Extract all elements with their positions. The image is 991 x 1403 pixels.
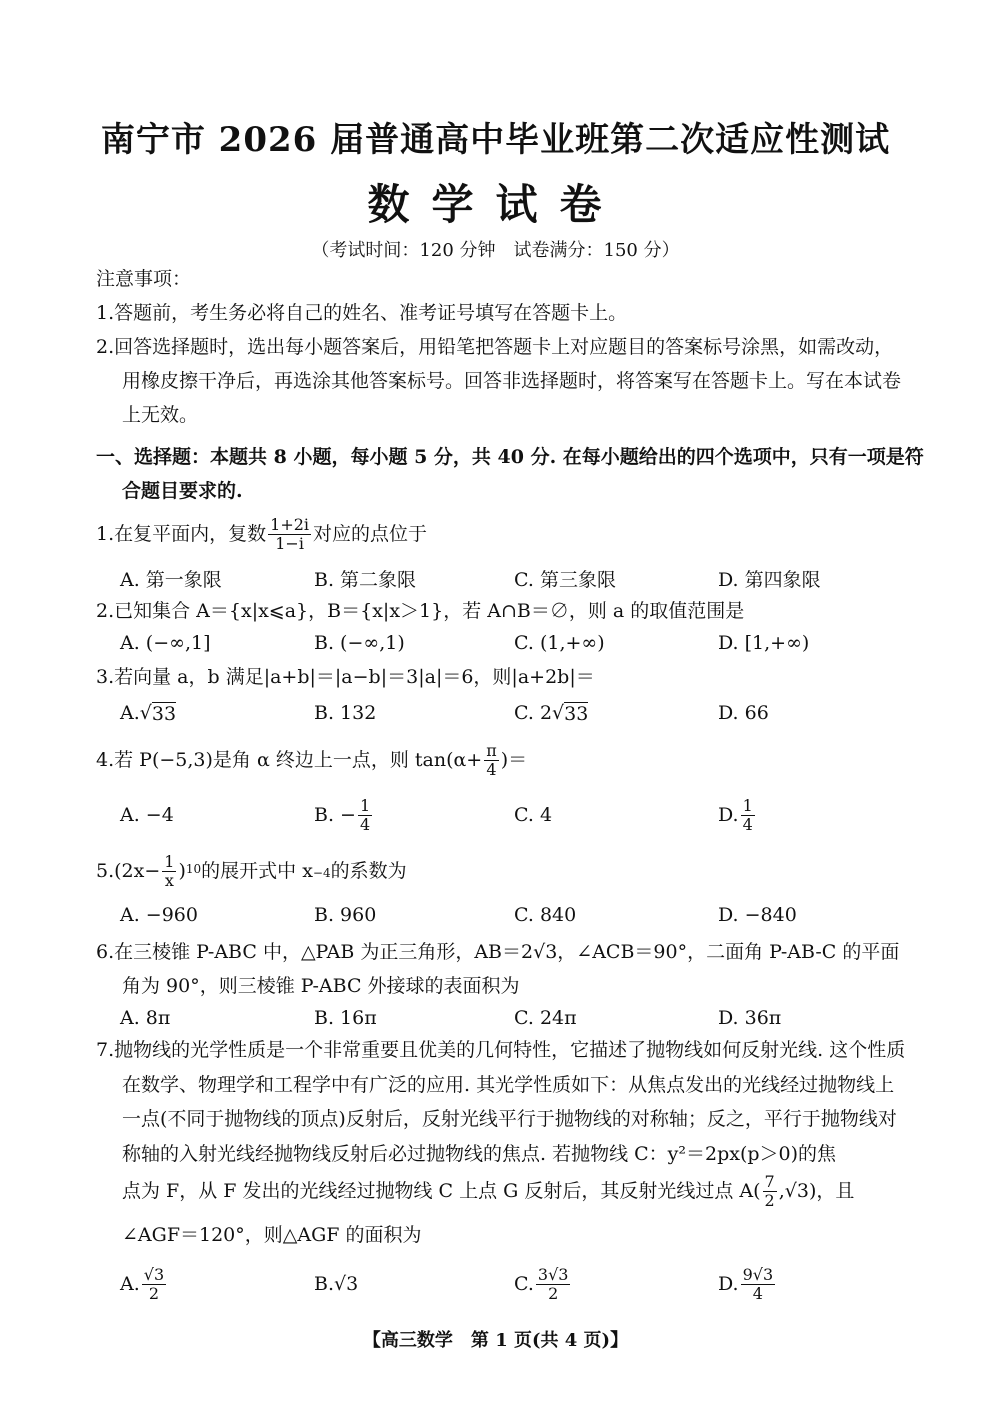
- q3-c-label: C. 2: [514, 702, 553, 724]
- q6-option-b[interactable]: B. 16π: [314, 1007, 377, 1029]
- q5-frac-den: x: [164, 870, 174, 890]
- question-3: [96, 660, 908, 694]
- q5-option-a[interactable]: A. −960: [120, 904, 198, 926]
- q5-exponent: 10: [185, 862, 202, 876]
- q4-b-den: 4: [359, 814, 371, 834]
- q4-b-label: B. −: [314, 804, 356, 826]
- q7-d-label: D.: [718, 1273, 739, 1295]
- question-1: [96, 512, 908, 556]
- q7-a-fraction: [142, 1266, 166, 1303]
- q3-c-radicand: 33: [564, 702, 589, 725]
- q7-c-num: 3√3: [537, 1264, 569, 1284]
- q7-option-b[interactable]: B.√3: [314, 1273, 359, 1295]
- q1-fraction: [268, 516, 311, 553]
- q4-d-num: 1: [742, 795, 753, 815]
- q7-line-5: [96, 1168, 908, 1214]
- q7-stem-2-pre: 点为 F，从 F 发出的光线经过抛物线 C 上点 G 反射后，其反射光线过点 A(: [122, 1180, 761, 1202]
- q5-stem-post: ): [178, 860, 186, 882]
- section-title: 一、选择题：本题共 8 小题，每小题 5 分，共 40 分. 在每小题给出的四个选项中，只有一项是符合题目要求的.: [96, 446, 924, 502]
- q3-option-a[interactable]: A. √ 33: [120, 702, 177, 725]
- question-6: [96, 935, 908, 1003]
- q2-options: [120, 626, 900, 660]
- notes: [96, 262, 908, 432]
- q3-options: [120, 696, 900, 730]
- q4-stem-pre: 4.若 P(−5,3)是角 α 终边上一点，则 tan(α+: [96, 749, 483, 771]
- question-5: [96, 848, 908, 894]
- notes-title: 注意事项：: [96, 268, 192, 290]
- q4-b-num: 1: [359, 795, 371, 815]
- note-item-1: 1.答题前，考生务必将自己的姓名、准考证号填写在答题卡上。: [96, 302, 628, 324]
- subject-title: 数学试卷: [367, 180, 624, 229]
- q6-option-c[interactable]: C. 24π: [514, 1007, 577, 1029]
- q7-a-label: A.: [120, 1273, 140, 1295]
- q2-option-d[interactable]: D. [1,+∞): [718, 632, 810, 654]
- q4-d-den: 4: [742, 814, 753, 834]
- q7-a-den: 2: [148, 1283, 160, 1303]
- q3-a-radicand: 33: [151, 702, 177, 725]
- q2-option-b[interactable]: B. (−∞,1): [314, 632, 405, 654]
- q1-options: [120, 561, 900, 595]
- q4-option-d[interactable]: [718, 792, 757, 838]
- q5-stem-end: 的系数为: [330, 860, 407, 882]
- page-footer: 【高三数学 第 1 页(共 4 页)】: [362, 1330, 629, 1351]
- q7-d-fraction: [741, 1266, 776, 1303]
- q4-frac-den: 4: [486, 759, 497, 779]
- q5-option-c[interactable]: C. 840: [514, 904, 577, 926]
- q2-option-a[interactable]: A. (−∞,1]: [120, 632, 211, 654]
- q1-option-d[interactable]: D. 第四象限: [718, 568, 821, 591]
- q7-option-a[interactable]: [120, 1260, 168, 1308]
- q7-stem-2-post: ,√3)，且: [778, 1180, 855, 1202]
- q5-tail-exponent: −4: [312, 866, 331, 880]
- q4-option-a[interactable]: A. −4: [120, 804, 174, 826]
- q1-frac-den: 1−i: [275, 533, 304, 553]
- q7-stem-1: 7.抛物线的光学性质是一个非常重要且优美的几何特性，它描述了抛物线如何反射光线. 这个性质在数学、物理学和工程学中有广泛的应用. 其光学性质如下：从焦点发出的光线经过抛物线上一点(不同于抛物线的顶点)反射后，反射光线平行于抛物线的对称轴；反之，平行于抛物线对称轴的入射光线经抛物线反射后必过抛物线的焦点. 若抛物线 C：y²＝2px(p＞0)的焦: [96, 1039, 906, 1165]
- q7-d-den: 4: [752, 1283, 763, 1303]
- q1-stem-pre: 1.在复平面内，复数: [96, 523, 267, 545]
- q7-fraction: [763, 1173, 777, 1210]
- q7-option-d[interactable]: [718, 1260, 777, 1308]
- q4-fraction: [484, 742, 499, 779]
- question-2: [96, 594, 908, 628]
- q1-frac-num: 1+2i: [270, 514, 310, 534]
- q3-option-c[interactable]: C. 2 √ 33: [514, 702, 589, 725]
- q4-frac-num: π: [486, 740, 497, 760]
- q7-a-num: √3: [143, 1264, 165, 1284]
- q4-b-fraction: [358, 797, 372, 834]
- q5-fraction: [162, 853, 176, 890]
- q7-option-c[interactable]: [514, 1260, 572, 1308]
- q7-c-label: C.: [514, 1273, 534, 1295]
- exam-title: 南宁市 2026 届普通高中毕业班第二次适应性测试: [100, 120, 891, 160]
- note-item-2: 2.回答选择题时，选出每小题答案后，用铅笔把答题卡上对应题目的答案标号涂黑，如需改动，用橡皮擦干净后，再选涂其他答案标号。回答非选择题时，将答案写在答题卡上。写在本试卷上无效。: [96, 336, 902, 426]
- q4-option-b[interactable]: [314, 792, 374, 838]
- q5-stem-tail: 的展开式中 x: [201, 860, 313, 882]
- q7-frac-den: 2: [764, 1190, 775, 1210]
- q7-d-num: 9√3: [742, 1264, 774, 1284]
- q7-c-den: 2: [548, 1283, 559, 1303]
- q2-option-c[interactable]: C. (1,+∞): [514, 632, 605, 654]
- q6-options: [120, 1001, 900, 1035]
- q1-option-a[interactable]: A. 第一象限: [120, 568, 222, 591]
- q3-option-b[interactable]: B. 132: [314, 702, 377, 724]
- q5-option-d[interactable]: D. −840: [718, 904, 797, 926]
- q7-stem-3: ∠AGF＝120°，则△AGF 的面积为: [122, 1224, 422, 1246]
- q5-frac-num: 1: [164, 851, 175, 871]
- q7-frac-num: 7: [764, 1171, 775, 1191]
- q7-c-fraction: [536, 1266, 571, 1303]
- q6-option-a[interactable]: A. 8π: [120, 1007, 171, 1029]
- question-7: [96, 1033, 908, 1171]
- q4-d-fraction: [741, 797, 755, 834]
- q5-stem-pre: 5.(2x−: [96, 860, 161, 882]
- q4-option-c[interactable]: C. 4: [514, 804, 553, 826]
- q2-stem: 2.已知集合 A＝{x|x⩽a}，B＝{x|x＞1}，若 A∩B＝∅，则 a 的取值范围是: [96, 600, 745, 622]
- q4-d-label: D.: [718, 804, 739, 826]
- q7-options: [120, 1260, 900, 1308]
- q3-stem: 3.若向量 a，b 满足|a+b|＝|a−b|＝3|a|＝6，则|a+2b|＝: [96, 666, 595, 688]
- q3-option-d[interactable]: D. 66: [718, 702, 769, 724]
- q1-option-b[interactable]: B. 第二象限: [314, 568, 417, 591]
- q4-options: [120, 792, 900, 838]
- q5-option-b[interactable]: B. 960: [314, 904, 377, 926]
- q4-stem-post: )＝: [500, 749, 528, 771]
- q1-stem-post: 对应的点位于: [313, 523, 428, 545]
- q3-a-label: A.: [120, 702, 140, 724]
- q1-option-c[interactable]: C. 第三象限: [514, 568, 616, 591]
- q6-stem: 6.在三棱锥 P-ABC 中，△PAB 为正三角形，AB＝2√3，∠ACB＝90°，二面角 P-AB-C 的平面角为 90°，则三棱锥 P-ABC 外接球的表面积为: [96, 941, 900, 997]
- q7-line-6: [96, 1218, 908, 1252]
- q5-options: [120, 898, 900, 932]
- q6-option-d[interactable]: D. 36π: [718, 1007, 782, 1029]
- exam-info: （考试时间：120 分钟 试卷满分：150 分）: [311, 240, 680, 261]
- question-4: [96, 737, 908, 783]
